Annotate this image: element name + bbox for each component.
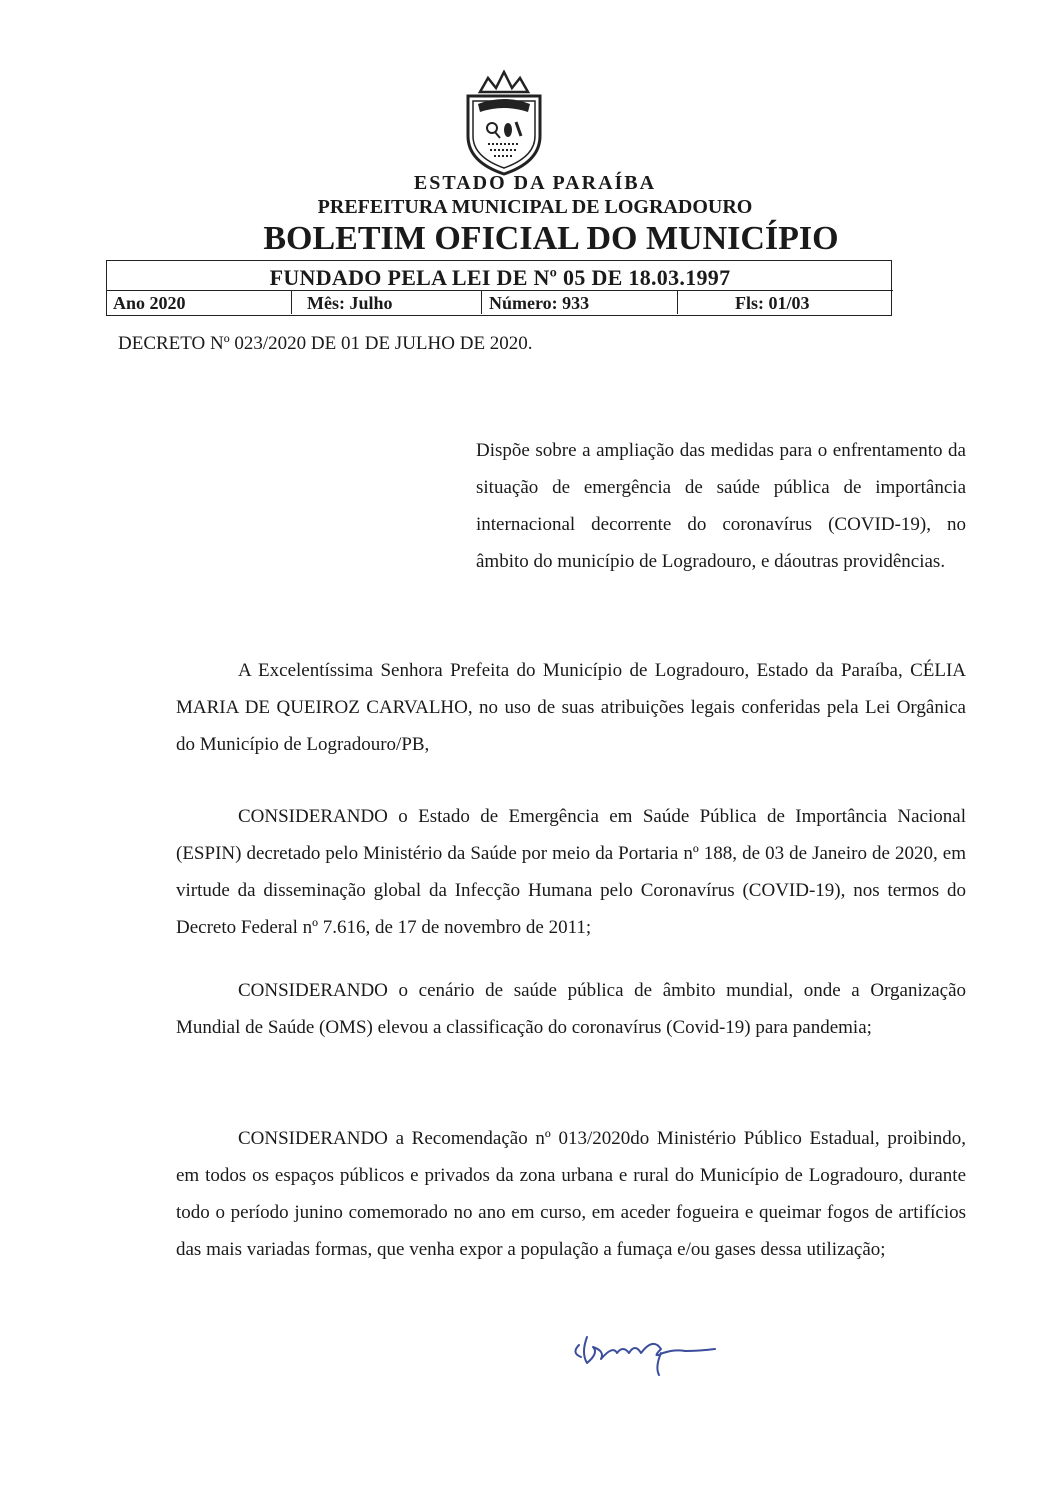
divider <box>677 290 678 314</box>
municipal-crest-icon <box>458 70 550 178</box>
state-name: ESTADO DA PARAÍBA <box>413 172 657 194</box>
edition-year: Ano 2020 <box>113 293 186 313</box>
page-count: Fls: 01/03 <box>735 293 810 313</box>
bulletin-title: BOLETIM OFICIAL DO MUNICÍPIO <box>263 220 839 257</box>
founding-law: FUNDADO PELA LEI DE Nº 05 DE 18.03.1997 <box>269 265 731 290</box>
edition-number: Número: 933 <box>489 293 590 313</box>
divider <box>481 290 482 314</box>
divider <box>291 290 292 314</box>
edition-month: Mês: Julho <box>307 293 393 313</box>
considerando-paragraph: CONSIDERANDO a Recomendação nº 013/2020do Ministério Público Estadual, proibindo, em todos os espaços públicos e privados da zona urbana e rural do Município de Logradouro, durante todo o período junino comemorado no ano em curso, em aceder fogueira e queimar fogos de artifícios das mais variadas formas, que venha expor a população a fumaça e/ou gases dessa utilização; <box>176 1128 966 1260</box>
divider <box>107 290 893 291</box>
decree-title: DECRETO Nº 023/2020 DE 01 DE JULHO DE 2020. <box>118 333 533 354</box>
prefecture-name: PREFEITURA MUNICIPAL DE LOGRADOURO <box>317 196 753 218</box>
bulletin-info-box <box>106 260 892 316</box>
signature-initials <box>565 1323 725 1381</box>
decree-summary: Dispõe sobre a ampliação das medidas para o enfrentamento da situação de emergência de saúde pública de importância internacional decorrente do coronavírus (COVID-19), no âmbito do município de Logradouro, e dáoutras providências. <box>476 440 966 572</box>
intro-paragraph: A Excelentíssima Senhora Prefeita do Município de Logradouro, Estado da Paraíba, CÉLIA MARIA DE QUEIROZ CARVALHO, no uso de suas atribuições legais conferidas pela Lei Orgânica do Município de Logradouro/PB, <box>176 660 966 755</box>
considerando-paragraph: CONSIDERANDO o Estado de Emergência em Saúde Pública de Importância Nacional (ESPIN) decretado pelo Ministério da Saúde por meio da Portaria nº 188, de 03 de Janeiro de 2020, em virtude da disseminação global da Infecção Humana pelo Coronavírus (COVID-19), nos termos do Decreto Federal nº 7.616, de 17 de novembro de 2011; <box>176 806 966 938</box>
considerando-paragraph: CONSIDERANDO o cenário de saúde pública de âmbito mundial, onde a Organização Mundial de Saúde (OMS) elevou a classificação do coronavírus (Covid-19) para pandemia; <box>176 980 966 1038</box>
